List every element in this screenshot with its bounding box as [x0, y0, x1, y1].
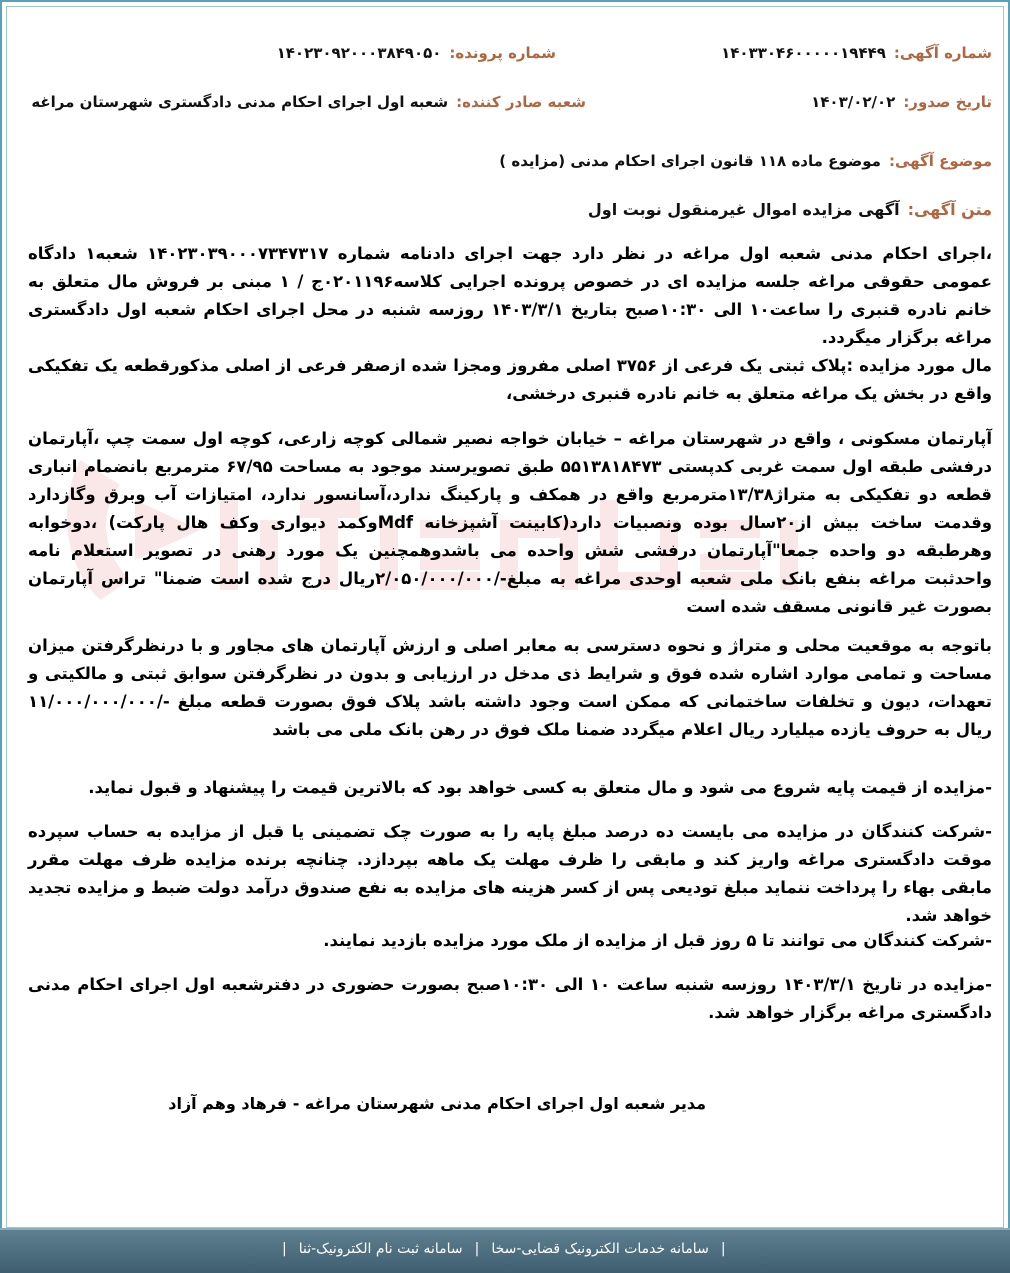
paragraph-property: مال مورد مزایده :پلاک ثبتی یک فرعی از ۳۷۵۶ اصلی مفروز ومجزا شده ازصفر فرعی از اصلی مذکورقطعه یک تفکیکی واقع در بخش یک مراغه متعلق به خانم نادره قنبری درخشی،	[28, 356, 992, 403]
subject-label: موضوع آگهی:	[888, 152, 992, 170]
paragraph-intro: ،اجرای احکام مدنی شعبه اول مراغه در نظر دارد جهت اجرای دادنامه شماره ۱۴۰۲۳۰۳۹۰۰۰۷۳۴۷۳۱۷ شعبه۱ دادگاه عمومی حقوقی مراغه جلسه مزایده ای در خصوص پرونده اجرایی کلاسه۰۲۰۱۱۹۶ج / ۱ مبنی بر فروش مال متعلق به خانم نادره قنبری را ساعت۱۰ الی ۱۰:۳۰صبح بتاریخ ۱۴۰۳/۳/۱ روزسه شنبه در محل اجرای احکام شعبه اول دادگستری مراغه برگزار میگردد.	[28, 244, 992, 347]
ad-number-label: شماره آگهی:	[893, 44, 992, 62]
subject	[499, 152, 992, 170]
footer-bar	[0, 1228, 1010, 1273]
case-number-label: شماره پرونده:	[449, 44, 556, 62]
paragraph-rule-date: -مزایده در تاریخ ۱۴۰۳/۳/۱ روزسه شنبه ساعت ۱۰ الی ۱۰:۳۰صبح بصورت حضوری در دفترشعبه اول اجرای احکام مدنی دادگستری مراغه برگزار خواهد شد.	[28, 975, 992, 1022]
footer-separator: |	[720, 1241, 726, 1257]
footer-link-sakha[interactable]: سامانه خدمات الکترونیک قضایی-سخا	[491, 1241, 709, 1257]
notice-text-title	[588, 200, 992, 219]
issue-date	[811, 93, 992, 111]
paragraph-valuation: باتوجه به موقعیت محلی و متراژ و نحوه دسترسی به معابر اصلی و ارزش آپارتمان های مجاور و با درنظرگرفتن میزان مساحت و تمامی موارد اشاره شده فوق و شرایط ذی مدخل در ارزیابی و بدون در نظرگرفتن سوابق ثبتی و مالکیتی و تعهدات، دیون و تخلفات ساختمانی که ممکن است وجود داشته باشد پلاک فوق بصورت قطعه مبلغ -/۱۱/۰۰۰/۰۰۰/۰۰۰ ریال به حروف یازده میلیارد ریال اعلام میگردد ضمنا ملک فوق در رهن بانک ملی می باشد	[28, 636, 992, 739]
ad-number	[721, 44, 992, 62]
case-number-value: ۱۴۰۲۳۰۹۲۰۰۰۳۸۴۹۰۵۰	[276, 44, 442, 62]
paragraph-description: آپارتمان مسکونی ، واقع در شهرستان مراغه – خیابان خواجه نصیر شمالی کوچه زارعی، کوچه اول سمت چپ ،آپارتمان درفشی طبقه اول سمت غربی کدپستی ۵۵۱۳۸۱۸۴۷۳ طبق تصویرسند موجود به مساحت ۶۷/۹۵ مترمربع بانضمام انباری قطعه دو تفکیکی به متراژ۱۳/۳۸مترمربع واقع در همکف و پارکینگ ندارد،آسانسور ندارد، امتیازات آب وبرق وگازدارد وقدمت ساخت بیش از۲۰سال بوده ونصبیات دارد(کابینت آشپزخانه Mdfوکمد دیواری وکف هال پارکت) ،دوخوابه وهرطبقه دو واحده جمعا"آپارتمان درفشی شش واحده می باشدوهمچنین یک مورد رهنی در تصویر استعلام نامه واحدثبت مراغه بنفع بانک ملی شعبه اوحدی مراغه به مبلغ-/۲/۰۵۰/۰۰۰/۰۰۰ریال درج شده است ضمنا" تراس آپارتمان بصورت غیر قانونی مسقف شده است	[28, 429, 993, 616]
notice-text-value: آگهی مزایده اموال غیرمنقول نوبت اول	[587, 200, 900, 219]
paragraph-rule-visit: -شرکت کنندگان می توانند تا ۵ روز قبل از مزایده از ملک مورد مزایده بازدید نمایند.	[323, 931, 992, 950]
footer-separator: |	[282, 1241, 287, 1257]
footer-separator: |	[474, 1241, 480, 1257]
footer-link-sana[interactable]: سامانه ثبت نام الکترونیک-ثنا	[298, 1241, 463, 1257]
issue-date-label: تاریخ صدور:	[903, 93, 992, 111]
ad-number-value: ۱۴۰۳۳۰۴۶۰۰۰۰۰۱۹۴۴۹	[721, 44, 886, 62]
issuer-value: شعبه اول اجرای احکام مدنی دادگستری شهرستان مراغه	[31, 93, 449, 111]
notice-text-label: متن آگهی:	[907, 200, 992, 219]
notice-document	[14, 0, 996, 1225]
case-number	[277, 44, 556, 62]
issuer	[31, 93, 586, 111]
signature: مدیر شعبه اول اجرای احکام مدنی شهرستان مراغه - فرهاد وهم آزاد	[168, 1094, 706, 1113]
footer-links	[276, 1241, 732, 1261]
paragraph-rule-base-price: -مزایده از قیمت پایه شروع می شود و مال متعلق به کسی خواهد بود که بالاترین قیمت را پیشنهاد و قبول نماید.	[88, 778, 992, 797]
subject-value: موضوع ماده ۱۱۸ قانون اجرای احکام مدنی (مزایده )	[499, 152, 881, 170]
issue-date-value: ۱۴۰۳/۰۲/۰۲	[811, 93, 896, 111]
paragraph-rule-deposit: -شرکت کنندگان در مزایده می بایست ده درصد مبلغ پایه را به صورت چک تضمینی یا قبل از مزایده به حساب سپرده موقت دادگستری مراغه واریز کند و مابقی را ظرف مهلت یک ماهه بپردازد. چنانچه برنده مزایده ظرف مهلت مقرر مابقی بهاء را پرداخت ننماید مبلغ تودیعی پس از کسر هزینه های مزایده به نفع صندوق درآمد دولت ضبط و مزایده تجدید خواهد شد.	[28, 822, 992, 925]
issuer-label: شعبه صادر کننده:	[456, 93, 586, 111]
